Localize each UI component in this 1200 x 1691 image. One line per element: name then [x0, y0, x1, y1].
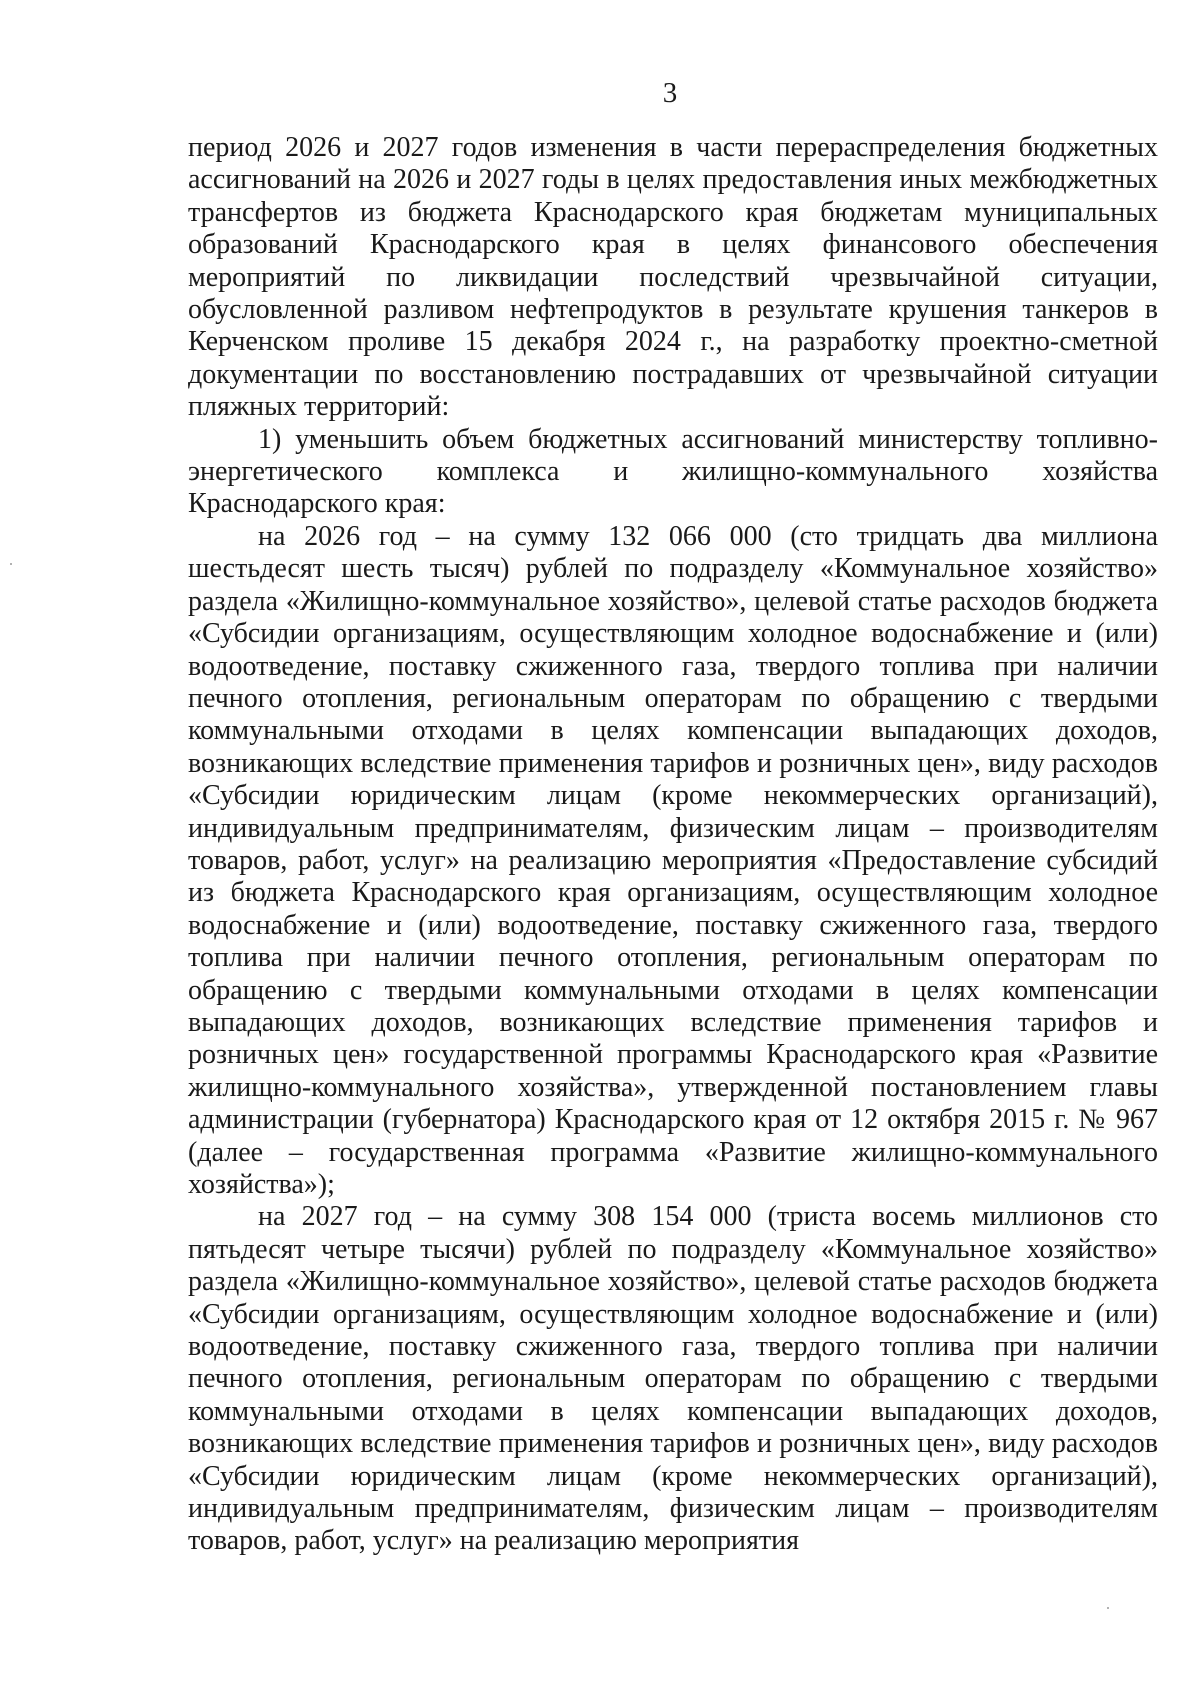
- paragraph-year-2027: на 2027 год – на сумму 308 154 000 (триста восемь миллионов сто пятьдесят четыре тысячи) рублей по подразделу «Коммунальное хозяйство» раздела «Жилищно-коммунальное хозяйство», целевой статье расходов бюджета «Субсидии организациям, осуществляющим холодное водоснабжение и (или) водоотведение, поставку сжиженного газа, твердого топлива при наличии печного отопления, региональным операторам по обращению с твердыми коммунальными отходами в целях компенсации выпадающих доходов, возникающих вследствие применения тарифов и розничных цен», виду расходов «Субсидии юридическим лицам (кроме некоммерческих организаций), индивидуальным предпринимателям, физическим лицам – производителям товаров, работ, услуг» на реализацию мероприятия: [188, 1201, 1158, 1557]
- paragraph-item-1: 1) уменьшить объем бюджетных ассигнований министерству топливно-энергетического комплекса и жилищно-коммунального хозяйства Краснодарского края:: [188, 423, 1158, 520]
- paragraph-year-2026: на 2026 год – на сумму 132 066 000 (сто тридцать два миллиона шестьдесят шесть тысяч) рублей по подразделу «Коммунальное хозяйство» раздела «Жилищно-коммунальное хозяйство», целевой статье расходов бюджета «Субсидии организациям, осуществляющим холодное водоснабжение и (или) водоотведение, поставку сжиженного газа, твердого топлива при наличии печного отопления, региональным операторам по обращению с твердыми коммунальными отходами в целях компенсации выпадающих доходов, возникающих вследствие применения тарифов и розничных цен», виду расходов «Субсидии юридическим лицам (кроме некоммерческих организаций), индивидуальным предпринимателям, физическим лицам – производителям товаров, работ, услуг» на реализацию мероприятия «Предоставление субсидий из бюджета Краснодарского края организациям, осуществляющим холодное водоснабжение и (или) водоотведение, поставку сжиженного газа, твердого топлива при наличии печного отопления, региональным операторам по обращению с твердыми коммунальными отходами в целях компенсации выпадающих доходов, возникающих вследствие применения тарифов и розничных цен» государственной программы Краснодарского края «Развитие жилищно-коммунального хозяйства», утвержденной постановлением главы администрации (губернатора) Краснодарского края от 12 октября 2015 г. № 967 (далее – государственная программа «Развитие жилищно-коммунального хозяйства»);: [188, 520, 1158, 1200]
- page-number: 3: [662, 77, 678, 109]
- scan-speck-left: [10, 563, 12, 565]
- scan-speck-bottom-right: [1107, 1607, 1109, 1609]
- paragraph-intro: период 2026 и 2027 годов изменения в части перераспределения бюджетных ассигнований на 2026 и 2027 годы в целях предоставления иных межбюджетных трансфертов из бюджета Краснодарского края бюджетам муниципальных образований Краснодарского края в целях финансового обеспечения мероприятий по ликвидации последствий чрезвычайной ситуации, обусловленной разливом нефтепродуктов в результате крушения танкеров в Керченском проливе 15 декабря 2024 г., на разработку проектно-сметной документации по восстановлению пострадавших от чрезвычайной ситуации пляжных территорий:: [188, 132, 1158, 423]
- document-body: [188, 132, 1158, 1558]
